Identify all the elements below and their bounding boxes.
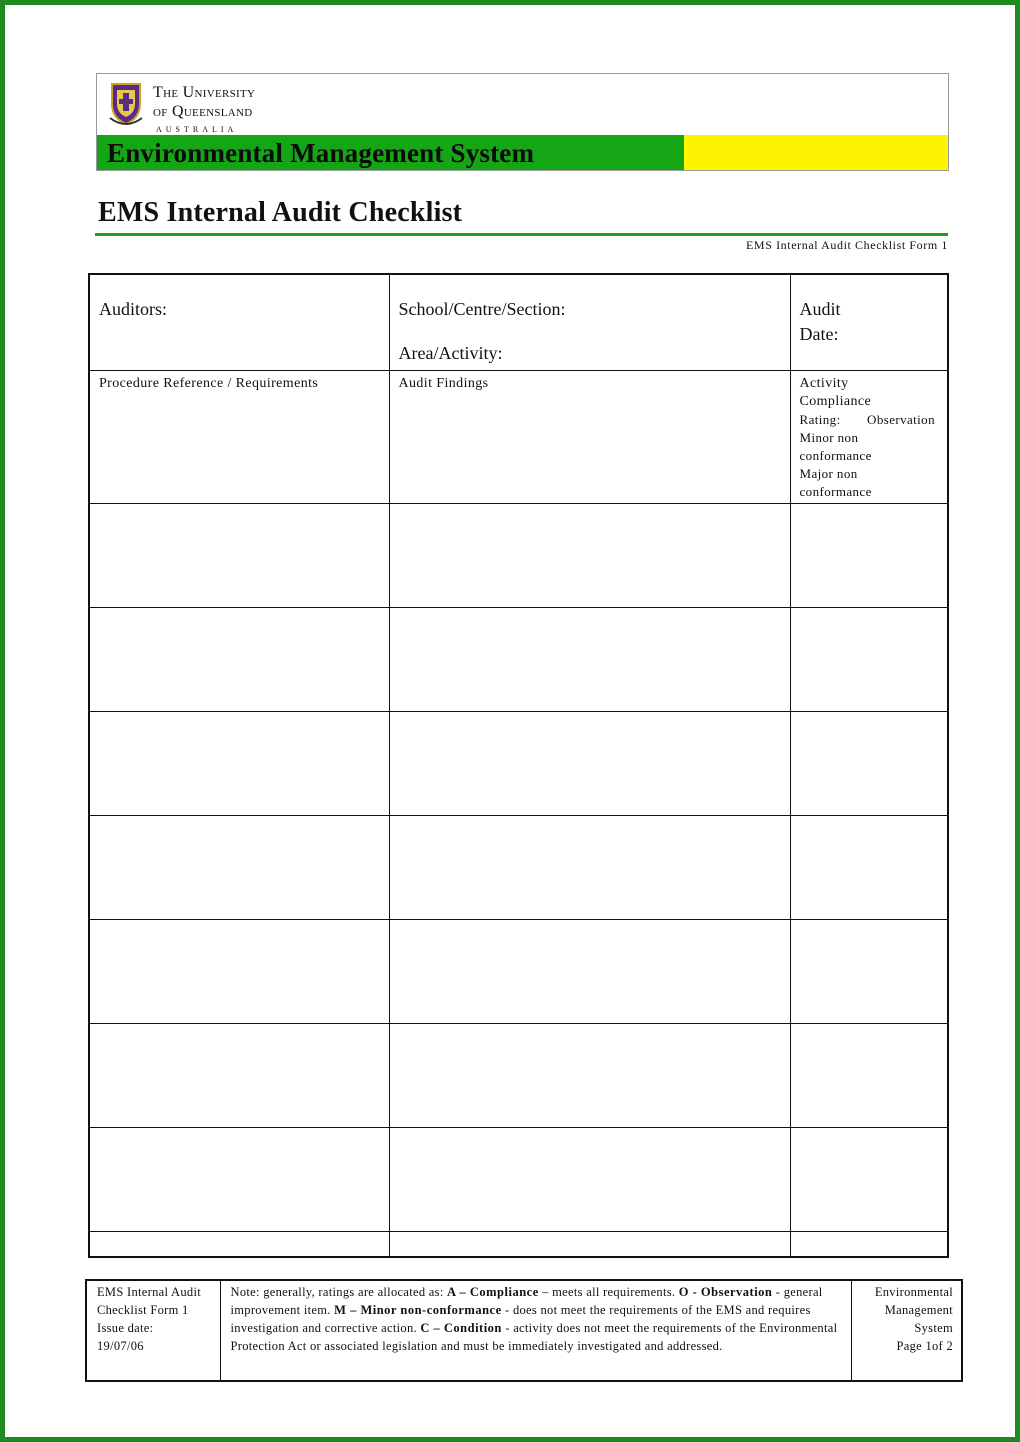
major-line1: Major non — [799, 465, 858, 481]
rating-o-label: O - Observation — [678, 1285, 773, 1299]
rating-a-label: A – Compliance — [447, 1285, 539, 1299]
rating-cell[interactable] — [790, 1231, 948, 1257]
rating-cell[interactable] — [790, 503, 948, 607]
findings-cell[interactable] — [389, 711, 790, 815]
audit-checklist-table — [88, 273, 949, 1258]
audit-label: Audit — [799, 299, 841, 319]
compliance-line1: Activity — [799, 375, 849, 391]
document-title: EMS Internal Audit Checklist — [98, 197, 463, 228]
area-label: Area/Activity: — [398, 343, 503, 363]
table-row — [89, 711, 948, 815]
rating-label: Rating: — [799, 411, 841, 427]
findings-cell[interactable] — [389, 1231, 790, 1257]
procedure-cell[interactable] — [89, 1127, 389, 1231]
university-name-line2: of Queensland — [153, 103, 253, 120]
observation-label: Observation — [867, 411, 935, 427]
letterhead — [96, 73, 949, 171]
university-logo — [109, 80, 255, 136]
procedure-cell[interactable] — [89, 711, 389, 815]
minor-line1: Minor non — [799, 429, 859, 445]
university-name-line1: The University — [153, 84, 256, 101]
major-line2: conformance — [799, 483, 872, 499]
table-row — [89, 815, 948, 919]
footer-form-info — [86, 1280, 220, 1381]
rating-c-label: C – Condition — [420, 1321, 502, 1335]
findings-cell[interactable] — [389, 1127, 790, 1231]
procedure-header-label: Procedure Reference / Requirements — [99, 375, 319, 391]
rating-c-text: - activity does not meet the requirements of the Environmental Protection Act or associated legislation and must be immediately investigated and addressed. — [230, 1321, 838, 1353]
findings-cell[interactable] — [389, 919, 790, 1023]
footer-left-line2: Checklist Form 1 — [97, 1303, 189, 1317]
procedure-cell[interactable] — [89, 1231, 389, 1257]
findings-cell[interactable] — [389, 503, 790, 607]
findings-cell[interactable] — [389, 815, 790, 919]
school-area-field[interactable] — [389, 274, 790, 370]
footer-system-info — [851, 1280, 962, 1381]
rating-cell[interactable] — [790, 815, 948, 919]
footer-rating-note — [220, 1280, 851, 1381]
findings-header-label: Audit Findings — [398, 375, 489, 391]
footer-page-number: Page 1of 2 — [896, 1339, 953, 1353]
findings-cell[interactable] — [389, 1023, 790, 1127]
footer-left-line3: Issue date: — [97, 1321, 154, 1335]
crest-icon — [109, 80, 143, 128]
footer-right-line1: Environmental — [874, 1285, 953, 1299]
footer-right-line2: Management — [884, 1303, 953, 1317]
system-name-banner: Environmental Management System — [97, 135, 684, 170]
procedure-header — [89, 370, 389, 503]
findings-cell[interactable] — [389, 607, 790, 711]
rating-cell[interactable] — [790, 1127, 948, 1231]
rating-cell[interactable] — [790, 607, 948, 711]
table-row — [89, 503, 948, 607]
rating-m-label: M – Minor non-conformance — [334, 1303, 502, 1317]
minor-line2: conformance — [799, 447, 872, 463]
school-label: School/Centre/Section: — [398, 299, 566, 319]
university-country: AUSTRALIA — [156, 125, 238, 134]
rating-cell[interactable] — [790, 1023, 948, 1127]
rating-cell[interactable] — [790, 711, 948, 815]
note-intro: Note: generally, ratings are allocated as: — [230, 1285, 448, 1299]
findings-header — [389, 370, 790, 503]
compliance-header — [790, 370, 948, 503]
table-row — [89, 1231, 948, 1257]
procedure-cell[interactable] — [89, 607, 389, 711]
document-footer — [85, 1279, 963, 1382]
rating-cell[interactable] — [790, 919, 948, 1023]
rating-o-text: - general improvement item. — [230, 1285, 823, 1317]
procedure-cell[interactable] — [89, 919, 389, 1023]
rating-a-text: – meets all requirements. — [538, 1285, 679, 1299]
auditors-field[interactable] — [89, 274, 389, 370]
yellow-banner — [684, 135, 948, 170]
footer-left-line1: EMS Internal Audit — [97, 1285, 202, 1299]
footer-left-line4: 19/07/06 — [97, 1339, 144, 1353]
procedure-cell[interactable] — [89, 815, 389, 919]
footer-right-line3: System — [914, 1321, 953, 1335]
table-row — [89, 1023, 948, 1127]
table-row — [89, 919, 948, 1023]
procedure-cell[interactable] — [89, 1023, 389, 1127]
compliance-line2: Compliance — [799, 393, 872, 409]
title-divider — [95, 233, 948, 236]
form-reference: EMS Internal Audit Checklist Form 1 — [746, 238, 948, 252]
table-row — [89, 607, 948, 711]
table-row — [89, 1127, 948, 1231]
auditors-label: Auditors: — [99, 299, 168, 319]
procedure-cell[interactable] — [89, 503, 389, 607]
audit-date-field[interactable] — [790, 274, 948, 370]
date-label: Date: — [799, 324, 839, 344]
rating-m-text: - does not meet the requirements of the EMS and requires investigation and corrective action. — [230, 1303, 811, 1335]
